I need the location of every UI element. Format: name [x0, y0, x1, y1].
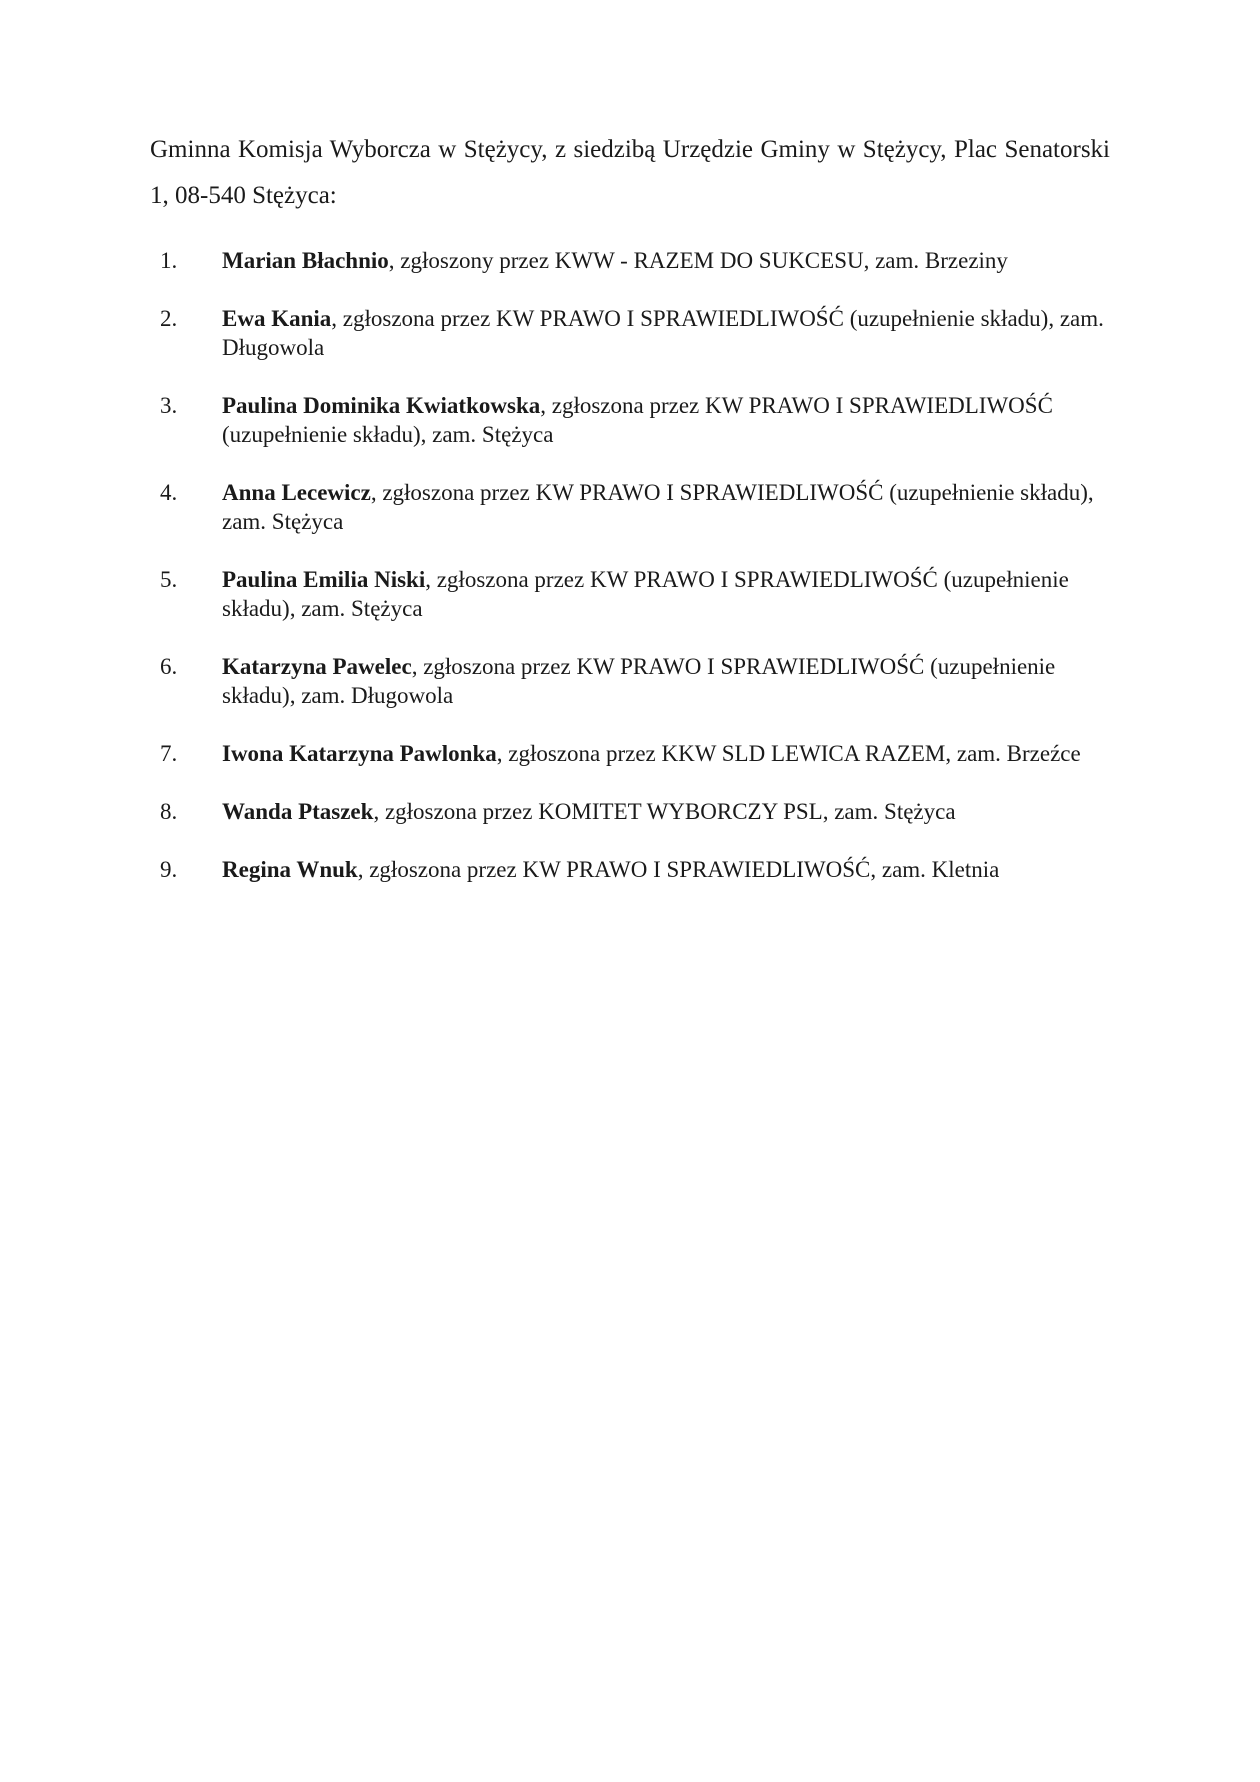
list-item — [150, 565, 1110, 623]
member-name: Marian Błachnio — [222, 248, 389, 273]
member-name: Wanda Ptaszek — [222, 799, 374, 824]
item-number: 7. — [160, 741, 178, 766]
list-item — [150, 304, 1110, 362]
item-number: 8. — [160, 799, 178, 824]
member-name: Katarzyna Pawelec — [222, 654, 412, 679]
commission-header: Gminna Komisja Wyborcza w Stężycy, z siedzibą Urzędzie Gminy w Stężycy, Plac Senatorski 1, 08-540 Stężyca: — [150, 136, 1110, 209]
item-number: 5. — [160, 567, 178, 592]
list-item — [150, 797, 1110, 826]
list-item — [150, 855, 1110, 884]
item-number: 6. — [160, 654, 178, 679]
list-item — [150, 652, 1110, 710]
member-name: Iwona Katarzyna Pawlonka — [222, 741, 497, 766]
member-details: , zgłoszona przez KW PRAWO I SPRAWIEDLIWOŚĆ (uzupełnienie składu), zam. Długowola — [222, 654, 1056, 708]
member-details: , zgłoszona przez KOMITET WYBORCZY PSL, zam. Stężyca — [373, 799, 956, 824]
item-number: 4. — [160, 480, 178, 505]
member-name: Paulina Emilia Niski — [222, 567, 426, 592]
member-name: Ewa Kania — [222, 306, 332, 331]
member-details: , zgłoszona przez KW PRAWO I SPRAWIEDLIWOŚĆ (uzupełnienie składu), zam. Stężyca — [222, 393, 1053, 447]
item-number: 2. — [160, 306, 178, 331]
list-item — [150, 391, 1110, 449]
member-details: , zgłoszony przez KWW - RAZEM DO SUKCESU, zam. Brzeziny — [388, 248, 1008, 273]
member-details: , zgłoszona przez KW PRAWO I SPRAWIEDLIWOŚĆ, zam. Kletnia — [357, 857, 1000, 882]
item-number: 9. — [160, 857, 178, 882]
member-details: , zgłoszona przez KKW SLD LEWICA RAZEM, zam. Brzeźce — [496, 741, 1081, 766]
list-item — [150, 739, 1110, 768]
item-number: 3. — [160, 393, 178, 418]
member-list — [150, 246, 1110, 913]
member-details: , zgłoszona przez KW PRAWO I SPRAWIEDLIWOŚĆ (uzupełnienie składu), zam. Stężyca — [222, 480, 1094, 534]
item-number: 1. — [160, 248, 178, 273]
member-details: , zgłoszona przez KW PRAWO I SPRAWIEDLIWOŚĆ (uzupełnienie składu), zam. Długowola — [222, 306, 1104, 360]
list-item — [150, 246, 1110, 275]
member-details: , zgłoszona przez KW PRAWO I SPRAWIEDLIWOŚĆ (uzupełnienie składu), zam. Stężyca — [222, 567, 1069, 621]
list-item — [150, 478, 1110, 536]
member-name: Regina Wnuk — [222, 857, 358, 882]
member-name: Anna Lecewicz — [222, 480, 371, 505]
member-name: Paulina Dominika Kwiatkowska — [222, 393, 541, 418]
